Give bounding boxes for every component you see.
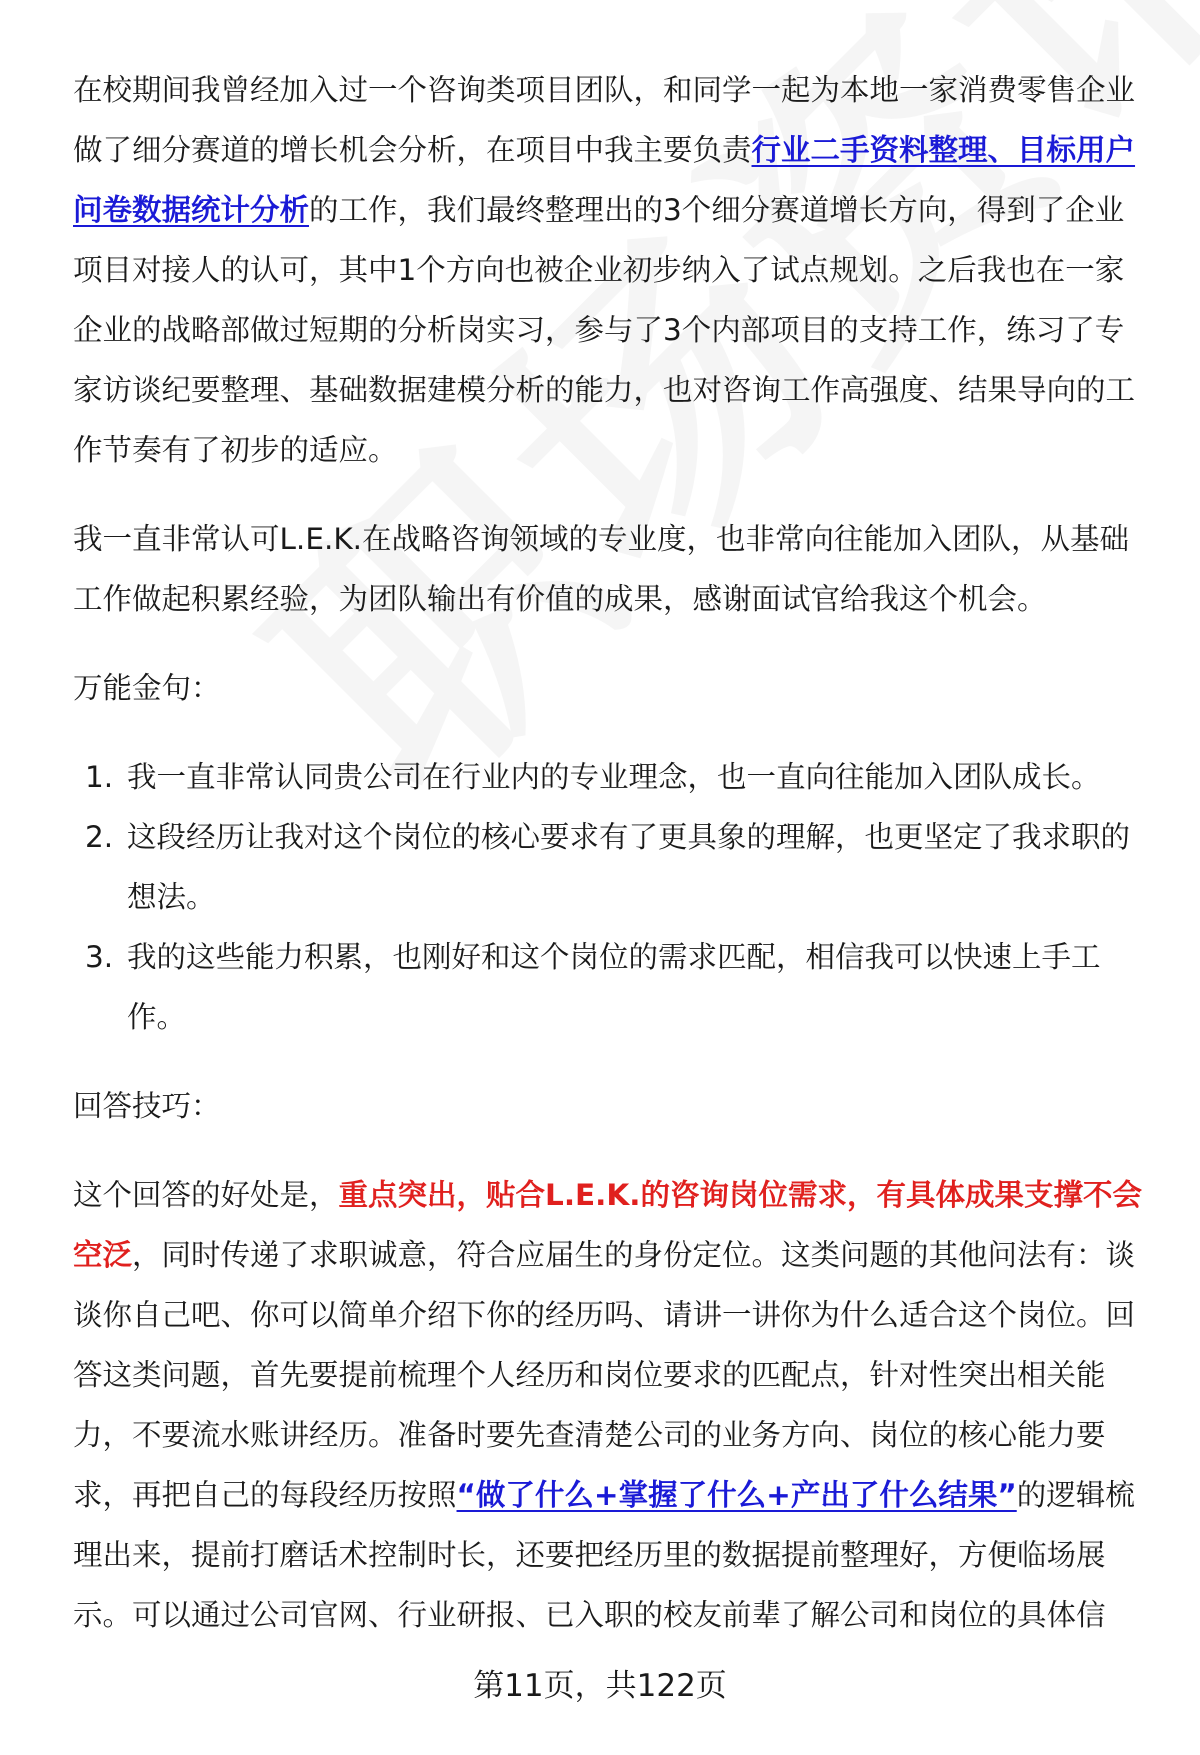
text-segment: 的工作，我们最终整理出的3个细分赛道增长方向，得到了企业项目对接人的认可，其中1个方向也被企业初步纳入了试点规划。之后我也在一家企业的战略部做过短期的分析岗实习，参与了3个内部项目的支持工作，练习了专家访谈纪要整理、基础数据建模分析的能力，也对咨询工作高强度、结果导向的工作节奏有了初步的适应。	[73, 193, 1136, 467]
list-item	[73, 747, 1147, 807]
text-segment: 这个回答的好处是，	[73, 1178, 339, 1212]
section-label-tips: 回答技巧：	[73, 1089, 221, 1123]
list-item	[73, 807, 1147, 927]
text-segment: 的逻辑梳理出来，提前打磨话术控制时长，还要把经历里的数据提前整理好，方便临场展示。可以通过公司官网、行业研报、已入职的校友前辈了解公司和岗位的具体信	[73, 1478, 1135, 1632]
section-label-phrases: 万能金句：	[73, 671, 221, 705]
list-number: 3.	[85, 940, 114, 974]
highlight-blue-text: “做了什么+掌握了什么+产出了什么结果”	[456, 1478, 1017, 1512]
highlight-red-text: 重点突出，贴合L.E.K.的咨询岗位需求，有具体成果支撑不会空泛	[73, 1178, 1142, 1272]
document-body	[73, 60, 1147, 1674]
paragraph-tips	[73, 1165, 1147, 1645]
list-item-text: 我一直非常认同贵公司在行业内的专业理念，也一直向往能加入团队成长。	[127, 760, 1101, 794]
phrase-list	[73, 747, 1147, 1047]
highlight-blue-text: 行业二手资料整理、目标用户问卷数据统计分析	[73, 133, 1136, 227]
list-number: 1.	[85, 760, 114, 794]
list-item	[73, 927, 1147, 1047]
paragraph-closing: 我一直非常认可L.E.K.在战略咨询领域的专业度，也非常向往能加入团队，从基础工作做起积累经验，为团队输出有价值的成果，感谢面试官给我这个机会。	[73, 522, 1130, 616]
text-segment: ，同时传递了求职诚意，符合应届生的身份定位。这类问题的其他问法有：谈谈你自己吧、你可以简单介绍下你的经历吗、请讲一讲你为什么适合这个岗位。回答这类问题，首先要提前梳理个人经历和岗位要求的匹配点，针对性突出相关能力，不要流水账讲经历。准备时要先查清楚公司的业务方向、岗位的核心能力要求，再把自己的每段经历按照	[73, 1238, 1136, 1512]
list-item-text: 我的这些能力积累，也刚好和这个岗位的需求匹配，相信我可以快速上手工作。	[127, 940, 1101, 1034]
list-number: 2.	[85, 820, 114, 854]
page-number-footer: 第11页，共122页	[473, 1668, 727, 1704]
list-item-text: 这段经历让我对这个岗位的核心要求有了更具象的理解，也更坚定了我求职的想法。	[127, 820, 1131, 914]
text-segment: 在校期间我曾经加入过一个咨询类项目团队，和同学一起为本地一家消费零售企业做了细分赛道的增长机会分析，在项目中我主要负责	[73, 73, 1136, 167]
paragraph-experience	[73, 60, 1147, 480]
